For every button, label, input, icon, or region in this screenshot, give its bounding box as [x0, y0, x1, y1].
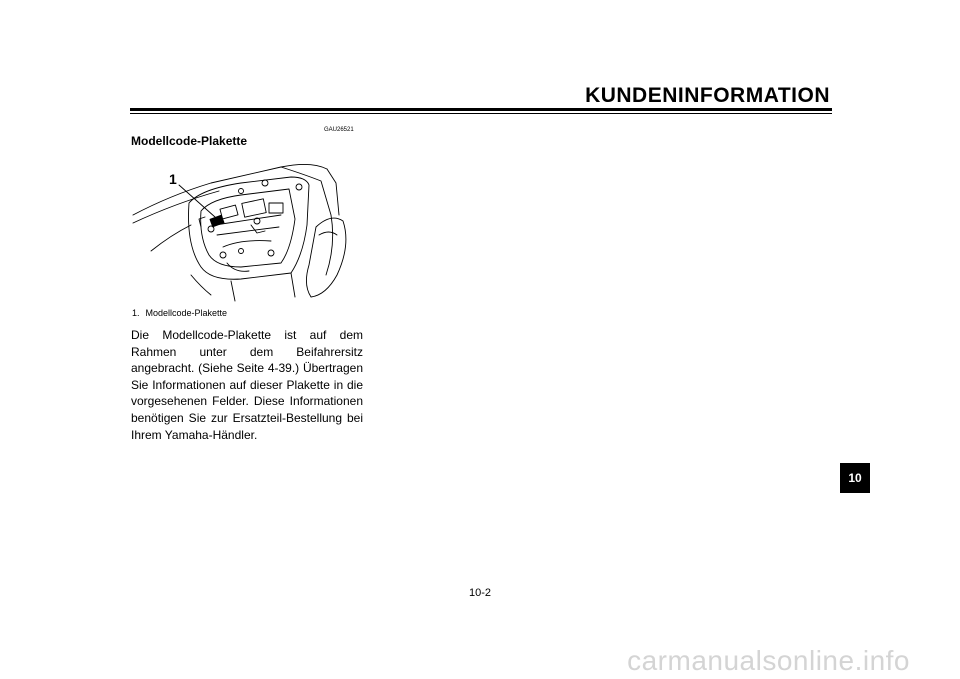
header-rule-thin: [130, 113, 832, 114]
caption-text: Modellcode-Plakette: [145, 308, 228, 318]
chapter-tab: 10: [840, 463, 870, 493]
header-rule-thick: [130, 108, 832, 111]
figure-caption: [132, 308, 227, 318]
callout-marker-1: 1: [169, 171, 177, 187]
section-code: GAU26521: [324, 127, 354, 133]
watermark: carmanualsonline.info: [627, 645, 910, 676]
page-number: 10-2: [468, 587, 492, 599]
body-paragraph: Die Modellcode-Plakette ist auf dem Rahmen unter dem Beifahrersitz angebracht. (Siehe Seite 4-39.) Übertragen Sie Informationen auf dieser Plakette in die vorgesehenen Felder. Diese Informationen benötigen Sie zur Ersatzteil-Bestellung bei Ihrem Yamaha-Händler.: [131, 328, 363, 442]
model-plate-illustration: [131, 155, 361, 305]
section-heading: Modellcode-Plakette: [131, 134, 248, 148]
caption-number: 1.: [132, 308, 140, 318]
chapter-title: KUNDENINFORMATION: [585, 84, 830, 107]
